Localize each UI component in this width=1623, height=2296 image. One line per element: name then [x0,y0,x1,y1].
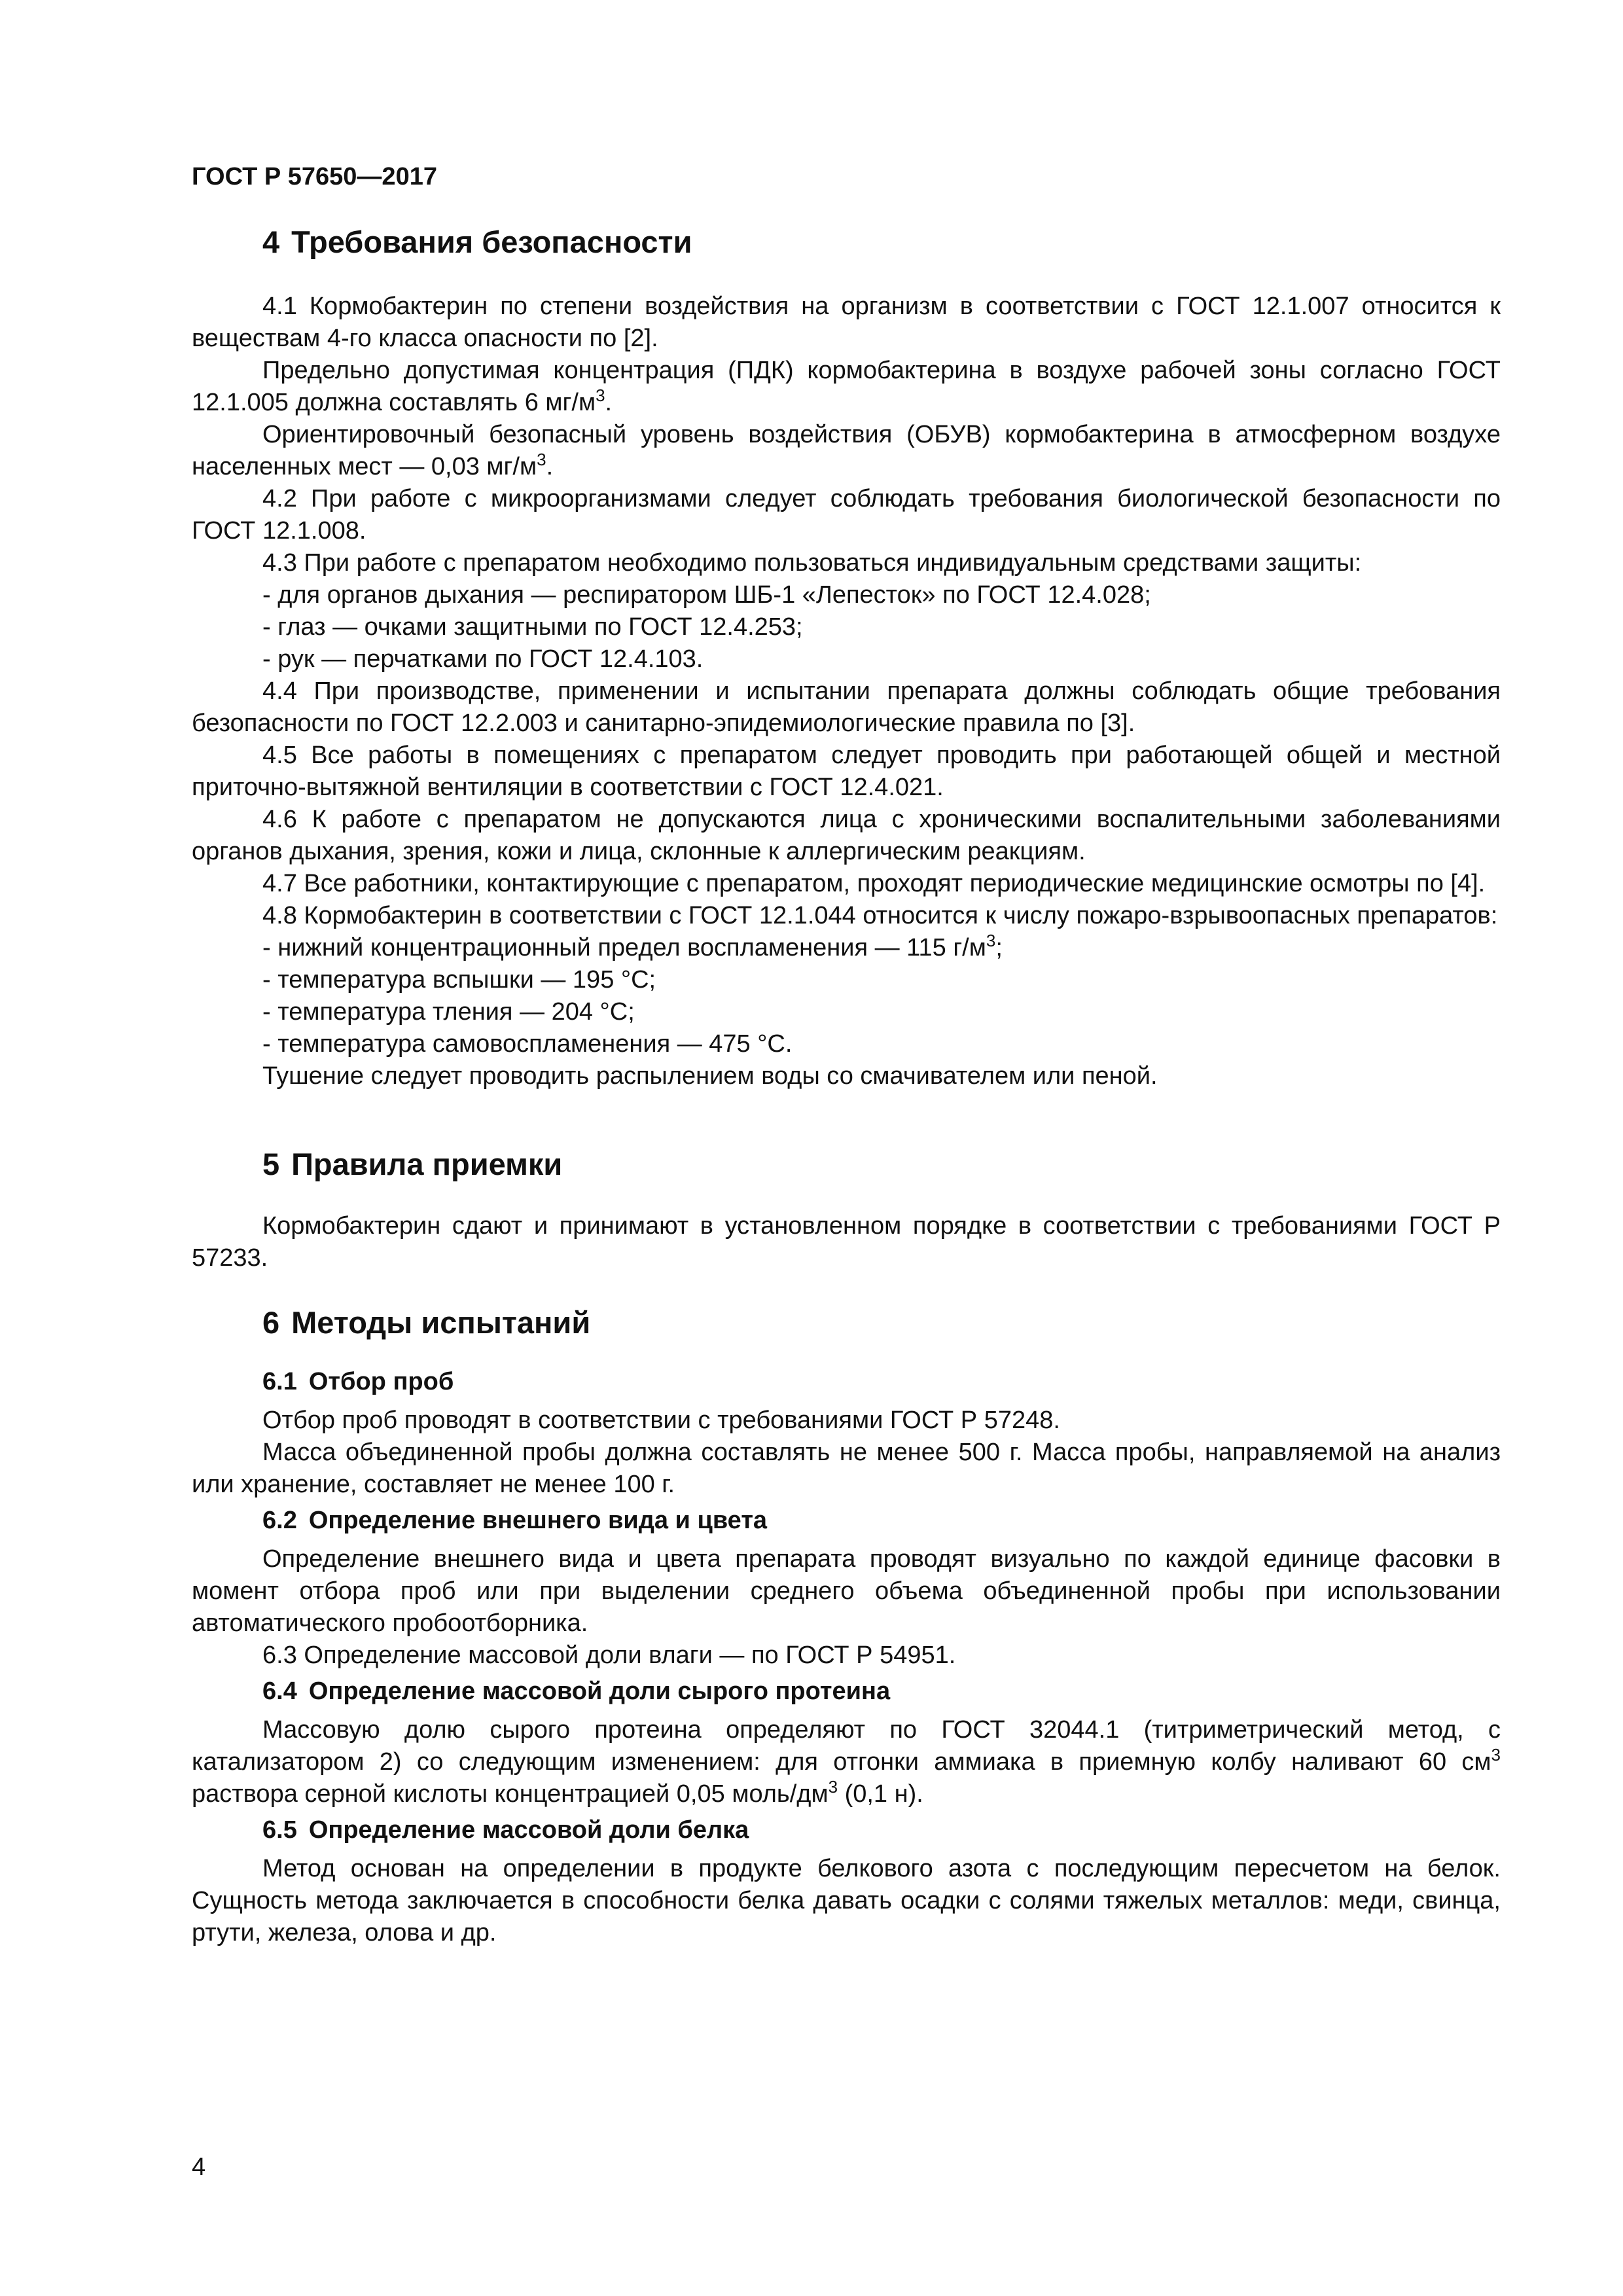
paragraph-end: (0,1 н). [838,1780,923,1808]
subsection-6-1-heading [192,1366,1501,1398]
paragraph-extinguishing: Тушение следует проводить распылением воды со смачивателем или пеной. [262,1062,1158,1090]
section-5-heading [192,1145,1501,1184]
paragraph-4-5: 4.5 Все работы в помещениях с препаратом следует проводить при работающей общей и местной приточно-вытяжной вентиляции в соответствии с ГОСТ 12.4.021. [192,742,1501,801]
paragraph-obuv [192,419,1501,483]
subsection-6-4-heading [192,1676,1501,1708]
list-item: - для органов дыхания — респиратором ШБ-1 «Лепесток» по ГОСТ 12.4.028; [262,581,1151,609]
paragraph-text: раствора серной кислоты концентрацией 0,05 моль/дм [192,1780,829,1808]
subsection-6-2-heading [192,1505,1501,1537]
list-item: - рук — перчатками по ГОСТ 12.4.103. [262,645,704,673]
page-number: 4 [192,2153,206,2181]
list-item: - температура тления — 204 °C; [262,998,635,1026]
paragraph-4-6: 4.6 К работе с препаратом не допускаются лица с хроническими воспалительными заболеваниями органов дыхания, зрения, кожи и лица, склонные к аллергическим реакциям. [192,806,1501,865]
superscript: 3 [1491,1745,1501,1765]
list-item: - глаз — очками защитными по ГОСТ 12.4.253; [262,613,803,641]
subsection-6-5-heading [192,1814,1501,1846]
list-item: - температура вспышки — 195 °C; [262,966,656,994]
paragraph-6-2: Определение внешнего вида и цвета препарата проводят визуально по каждой единице фасовки в момент отбора проб или при выделении среднего объема объединенной пробы при использовании автоматического пробоотборника. [192,1545,1501,1637]
paragraph-text: Массовую долю сырого протеина определяют по ГОСТ 32044.1 (титриметрический метод, с катализатором 2) со следующим изменением: для отгонки аммиака в приемную колбу наливают 60 см [192,1716,1501,1776]
paragraph-end: . [546,453,554,480]
section-number: 4 [262,224,280,259]
superscript: 3 [828,1777,838,1797]
section-6-heading [192,1303,1501,1342]
paragraph-6-1-b: Масса объединенной пробы должна составлять не менее 500 г. Масса пробы, направляемой на анализ или хранение, составляет не менее 100 г. [192,1439,1501,1498]
paragraph-6-5: Метод основан на определении в продукте белкового азота с последующим пересчетом на белок. Сущность метода заключается в способности белка давать осадки с солями тяжелых металлов: меди, свинца, ртути, железа, олова и др. [192,1855,1501,1946]
list-item [192,932,1501,964]
paragraph-end: . [605,389,613,416]
section-number: 6 [262,1305,280,1340]
list-item-end: ; [995,934,1003,961]
subsection-number: 6.4 [262,1677,297,1705]
paragraph-5: Кормобактерин сдают и принимают в установленном порядке в соответствии с требованиями ГОСТ Р 57233. [192,1212,1501,1272]
section-title: Методы испытаний [291,1305,591,1340]
list-item: - температура самовоспламенения — 475 °C. [262,1030,793,1058]
subsection-number: 6.5 [262,1816,297,1844]
section-title: Правила приемки [291,1147,563,1181]
list-item-text: - нижний концентрационный предел воспламенения — 115 г/м [262,934,986,961]
paragraph-4-2: 4.2 При работе с микроорганизмами следует соблюдать требования биологической безопасности по ГОСТ 12.1.008. [192,485,1501,545]
document-body [192,223,1501,1949]
paragraph-4-4: 4.4 При производстве, применении и испытании препарата должны соблюдать общие требования безопасности по ГОСТ 12.2.003 и санитарно-эпидемиологические правила по [3]. [192,677,1501,737]
subsection-number: 6.1 [262,1368,297,1395]
subsection-title: Определение массовой доли белка [308,1816,749,1844]
superscript: 3 [986,931,996,950]
paragraph-pdk [192,355,1501,419]
paragraph-4-3: 4.3 При работе с препаратом необходимо пользоваться индивидуальным средствами защиты: [262,549,1362,577]
paragraph-4-7: 4.7 Все работники, контактирующие с препаратом, проходят периодические медицинские осмотры по [4]. [262,870,1486,897]
superscript: 3 [537,450,546,469]
subsection-title: Определение внешнего вида и цвета [308,1507,768,1534]
paragraph-text: Предельно допустимая концентрация (ПДК) кормобактерина в воздухе рабочей зоны согласно ГОСТ 12.1.005 должна составлять 6 мг/м [192,357,1501,416]
section-title: Требования безопасности [291,224,692,259]
section-number: 5 [262,1147,280,1181]
paragraph-6-4 [192,1714,1501,1810]
subsection-number: 6.2 [262,1507,297,1534]
paragraph-6-3: 6.3 Определение массовой доли влаги — по ГОСТ Р 54951. [262,1641,956,1669]
paragraph-4-1: 4.1 Кормобактерин по степени воздействия на организм в соответствии с ГОСТ 12.1.007 относится к веществам 4-го класса опасности по [2]. [192,293,1501,352]
document-code: ГОСТ Р 57650—2017 [192,163,437,190]
paragraph-4-8: 4.8 Кормобактерин в соответствии с ГОСТ 12.1.044 относится к числу пожаро-взрывоопасных препаратов: [262,902,1498,929]
subsection-title: Отбор проб [308,1368,454,1395]
paragraph-6-1-a: Отбор проб проводят в соответствии с требованиями ГОСТ Р 57248. [262,1407,1060,1434]
superscript: 3 [596,386,605,405]
section-4-heading [192,223,1501,262]
paragraph-text: Ориентировочный безопасный уровень воздействия (ОБУВ) кормобактерина в атмосферном воздухе населенных мест — 0,03 мг/м [192,421,1501,480]
subsection-title: Определение массовой доли сырого протеина [308,1677,891,1705]
